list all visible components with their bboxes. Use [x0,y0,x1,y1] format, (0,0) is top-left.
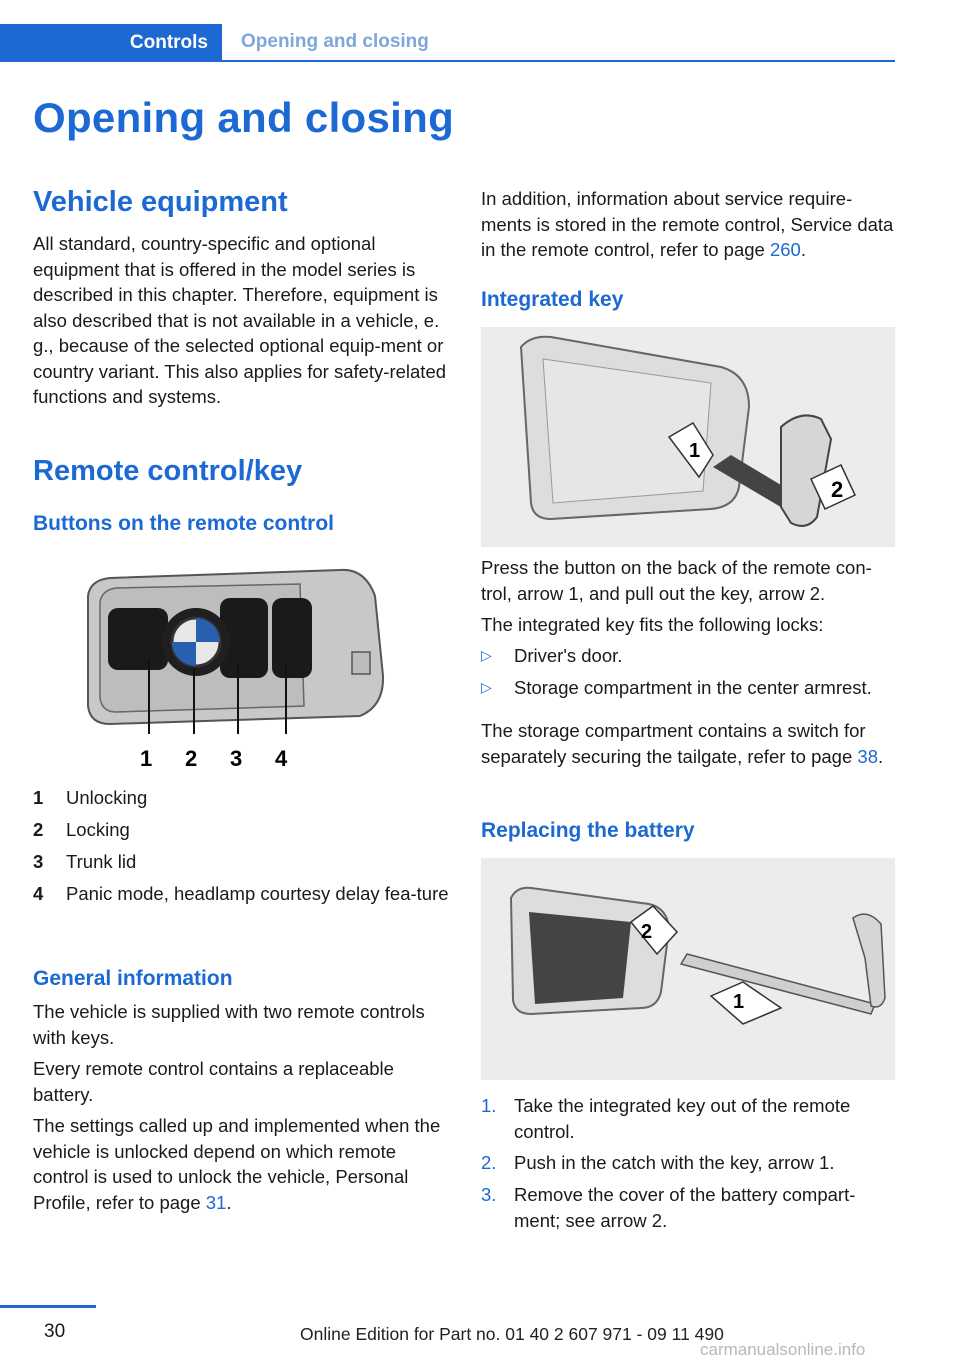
general-text-2: Every remote control contains a replaceable battery. [33,1058,394,1105]
bullet-triangle-icon: ▷ [481,679,492,695]
step-text: Push in the catch with the key, arrow 1. [514,1152,835,1173]
battery-replacement-figure [481,858,895,1080]
callout-2: 2 [185,746,198,771]
vehicle-equipment-text: All standard, country-specific and optional equipment that is offered in the model series is described in this chapter. Therefore, equipment is also described that is not available in a vehicle, e. g., because of the selected optional equip-ment or country variant. This also applies for safety-related functions and systems. [33,233,447,407]
step-text: Take the integrated key out of the remote control. [514,1095,851,1142]
callout-1: 1 [733,991,745,1013]
list-item [33,881,451,933]
integrated-key-text-3 [481,718,901,769]
integrated-key-text-3-body: The storage compartment contains a switch for separately securing the tailgate, refer to page [481,720,866,767]
legend-text: Panic mode, headlamp courtesy delay fea-ture [66,883,449,904]
chapter-tab[interactable] [0,24,222,62]
list-item [481,1093,901,1145]
service-data-body: In addition, information about service require-ments is stored in the remote control, Service data in the remote control, refer to page [481,188,894,260]
callout-2: 2 [831,477,844,502]
general-text-3-body: The settings called up and implemented when the vehicle is unlocked depend on which remote control is used to unlock the vehicle, Personal Profile, refer to page [33,1115,441,1213]
general-text-3-end: . [226,1191,232,1213]
remote-control-figure [70,556,400,772]
list-item [481,643,901,669]
general-text-1: The vehicle is supplied with two remote controls with keys. [33,1001,425,1048]
step-number: 3. [481,1184,497,1205]
page-link-31[interactable]: 31 [205,1191,227,1213]
callout-1: 1 [140,746,153,771]
integrated-key-text-1: Press the button on the back of the remote con-trol, arrow 1, and pull out the key, arrow 2. [481,557,872,604]
bullet-text: Driver's door. [514,645,623,666]
step-number: 2. [481,1152,497,1173]
bullet-triangle-icon: ▷ [481,647,492,663]
chapter-tab-label: Controls [129,32,208,53]
callout-3: 3 [230,746,243,771]
footer-rule [0,1305,96,1308]
step-text: Remove the cover of the battery compart-ment; see arrow 2. [514,1184,856,1231]
integrated-key-text-2: The integrated key fits the following locks: [481,614,824,635]
general-text-3 [33,1113,451,1215]
legend-text: Locking [66,819,130,840]
legend-text: Trunk lid [66,851,137,872]
legend-number: 1 [33,787,44,808]
page-link-38[interactable]: 38 [857,745,878,767]
heading-replacing-battery: Replacing the battery [481,819,695,842]
legend-number: 3 [33,851,44,872]
callout-4: 4 [275,746,288,771]
integrated-key-figure [481,327,895,547]
page-title: Opening and closing [33,94,455,141]
page-number: 30 [44,1321,66,1342]
edition-text: Online Edition for Part no. 01 40 2 607 971 - 09 11 490 [300,1324,724,1344]
service-data-end: . [800,239,806,260]
callout-1: 1 [689,440,701,462]
watermark: carmanualsonline.info [700,1340,866,1359]
legend-text: Unlocking [66,787,148,808]
callout-2: 2 [641,921,653,943]
heading-vehicle-equipment: Vehicle equipment [33,186,288,218]
legend-number: 4 [33,883,44,904]
list-item [33,785,451,811]
bullet-text: Storage compartment in the center armrest. [514,677,872,698]
list-item [33,817,451,843]
step-number: 1. [481,1095,497,1116]
list-item [481,675,901,701]
integrated-key-text-3-end: . [877,745,884,767]
section-label: Opening and closing [241,31,429,52]
heading-remote-control: Remote control/key [33,455,303,487]
list-item [481,1182,901,1234]
list-item [481,1150,901,1176]
heading-integrated-key: Integrated key [481,288,624,311]
heading-general-information: General information [33,967,233,990]
heading-buttons: Buttons on the remote control [33,512,334,535]
list-item [33,849,451,875]
service-data-text [481,186,901,263]
header-rule [222,60,895,62]
legend-number: 2 [33,819,44,840]
page-link-260[interactable]: 260 [769,239,801,260]
